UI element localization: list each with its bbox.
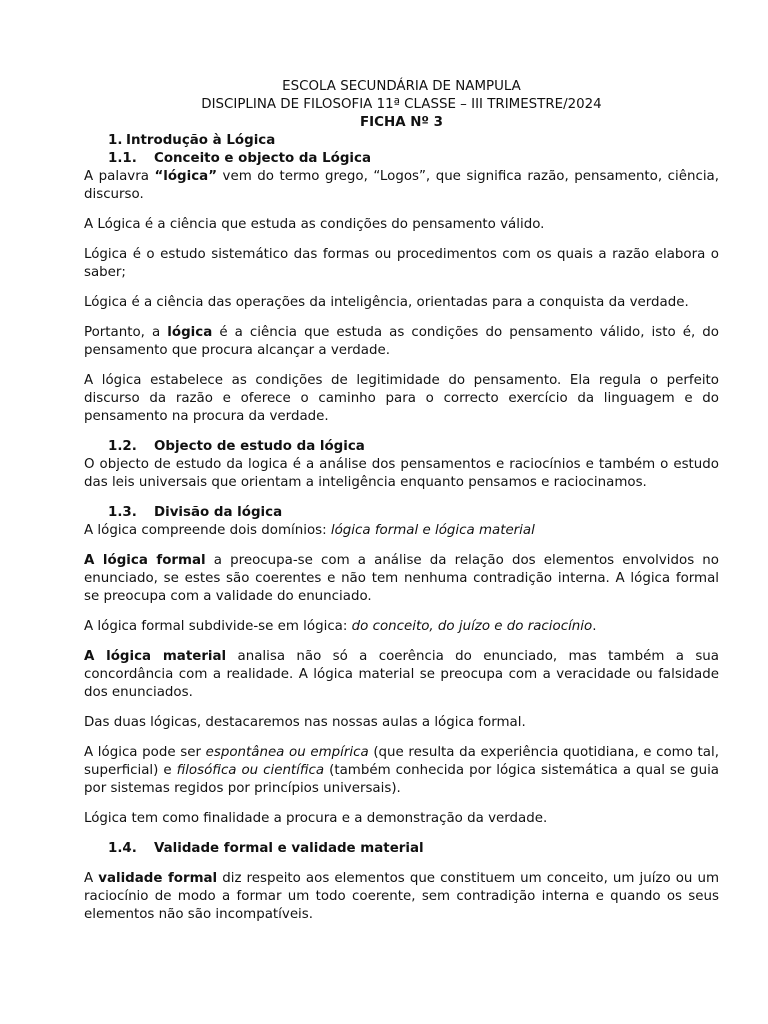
school-name: ESCOLA SECUNDÁRIA DE NAMPULA xyxy=(282,79,521,94)
section-title: Objecto de estudo da lógica xyxy=(154,439,365,454)
paragraph-10: A lógica formal subdivide-se em lógica: do conceito, do juízo e do raciocínio. xyxy=(84,619,597,634)
paragraph-11: A lógica material analisa não só a coerência do enunciado, mas também a sua concordância com a realidade. A lógica material se preocupa com a veracidade ou falsidade dos enunciados. xyxy=(84,649,719,700)
section-heading-1 xyxy=(84,132,719,150)
paragraph-5: Portanto, a lógica é a ciência que estuda as condições do pensamento válido, isto é, do pensamento que procura alcançar a verdade. xyxy=(84,325,719,358)
section-number: 1.1. xyxy=(108,151,137,166)
paragraph-1: A palavra “lógica” vem do termo grego, “Logos”, que significa razão, pensamento, ciência, discurso. xyxy=(84,169,719,202)
section-title: Introdução à Lógica xyxy=(126,133,276,148)
document-body xyxy=(84,78,719,924)
section-heading-1-1 xyxy=(84,150,719,168)
paragraph-14: Lógica tem como finalidade a procura e a demonstração da verdade. xyxy=(84,811,548,826)
sheet-title: FICHA Nº 3 xyxy=(360,115,443,130)
section-title: Validade formal e validade material xyxy=(154,841,424,856)
section-number: 1.3. xyxy=(108,505,137,520)
paragraph-12: Das duas lógicas, destacaremos nas nossas aulas a lógica formal. xyxy=(84,715,526,730)
paragraph-4: Lógica é a ciência das operações da inteligência, orientadas para a conquista da verdade. xyxy=(84,295,689,310)
paragraph-8: A lógica compreende dois domínios: lógica formal e lógica material xyxy=(84,523,535,538)
discipline-line: DISCIPLINA DE FILOSOFIA 11ª CLASSE – III TRIMESTRE/2024 xyxy=(201,97,602,112)
paragraph-6: A lógica estabelece as condições de legitimidade do pensamento. Ela regula o perfeito discurso da razão e oferece o caminho para o correcto exercício da linguagem e do pensamento na procura da verdade. xyxy=(84,373,719,424)
section-number: 1.2. xyxy=(108,439,137,454)
paragraph-15: A validade formal diz respeito aos elementos que constituem um conceito, um juízo ou um raciocínio de modo a formar um todo coerente, sem contradição interna e quando os seus elementos não são incompatíveis. xyxy=(84,871,719,922)
section-heading-1-4 xyxy=(84,840,719,858)
paragraph-9: A lógica formal a preocupa-se com a análise da relação dos elementos envolvidos no enunciado, se estes são coerentes e não tem nenhuma contradição interna. A lógica formal se preocupa com a validade do enunciado. xyxy=(84,553,719,604)
section-title: Divisão da lógica xyxy=(154,505,283,520)
section-number: 1. xyxy=(108,133,123,148)
section-title: Conceito e objecto da Lógica xyxy=(154,151,371,166)
section-heading-1-2 xyxy=(84,438,719,456)
section-number: 1.4. xyxy=(108,841,137,856)
paragraph-13: A lógica pode ser espontânea ou empírica (que resulta da experiência quotidiana, e como tal, superficial) e filosófica ou científica (também conhecida por lógica sistemática a qual se guia por sistemas regidos por princípios universais). xyxy=(84,745,720,796)
paragraph-2: A Lógica é a ciência que estuda as condições do pensamento válido. xyxy=(84,217,545,232)
section-heading-1-3 xyxy=(84,504,719,522)
paragraph-3: Lógica é o estudo sistemático das formas ou procedimentos com os quais a razão elabora o saber; xyxy=(84,247,719,280)
paragraph-7: O objecto de estudo da logica é a análise dos pensamentos e raciocínios e também o estudo das leis universais que orientam a inteligência enquanto pensamos e raciocinamos. xyxy=(84,457,719,490)
